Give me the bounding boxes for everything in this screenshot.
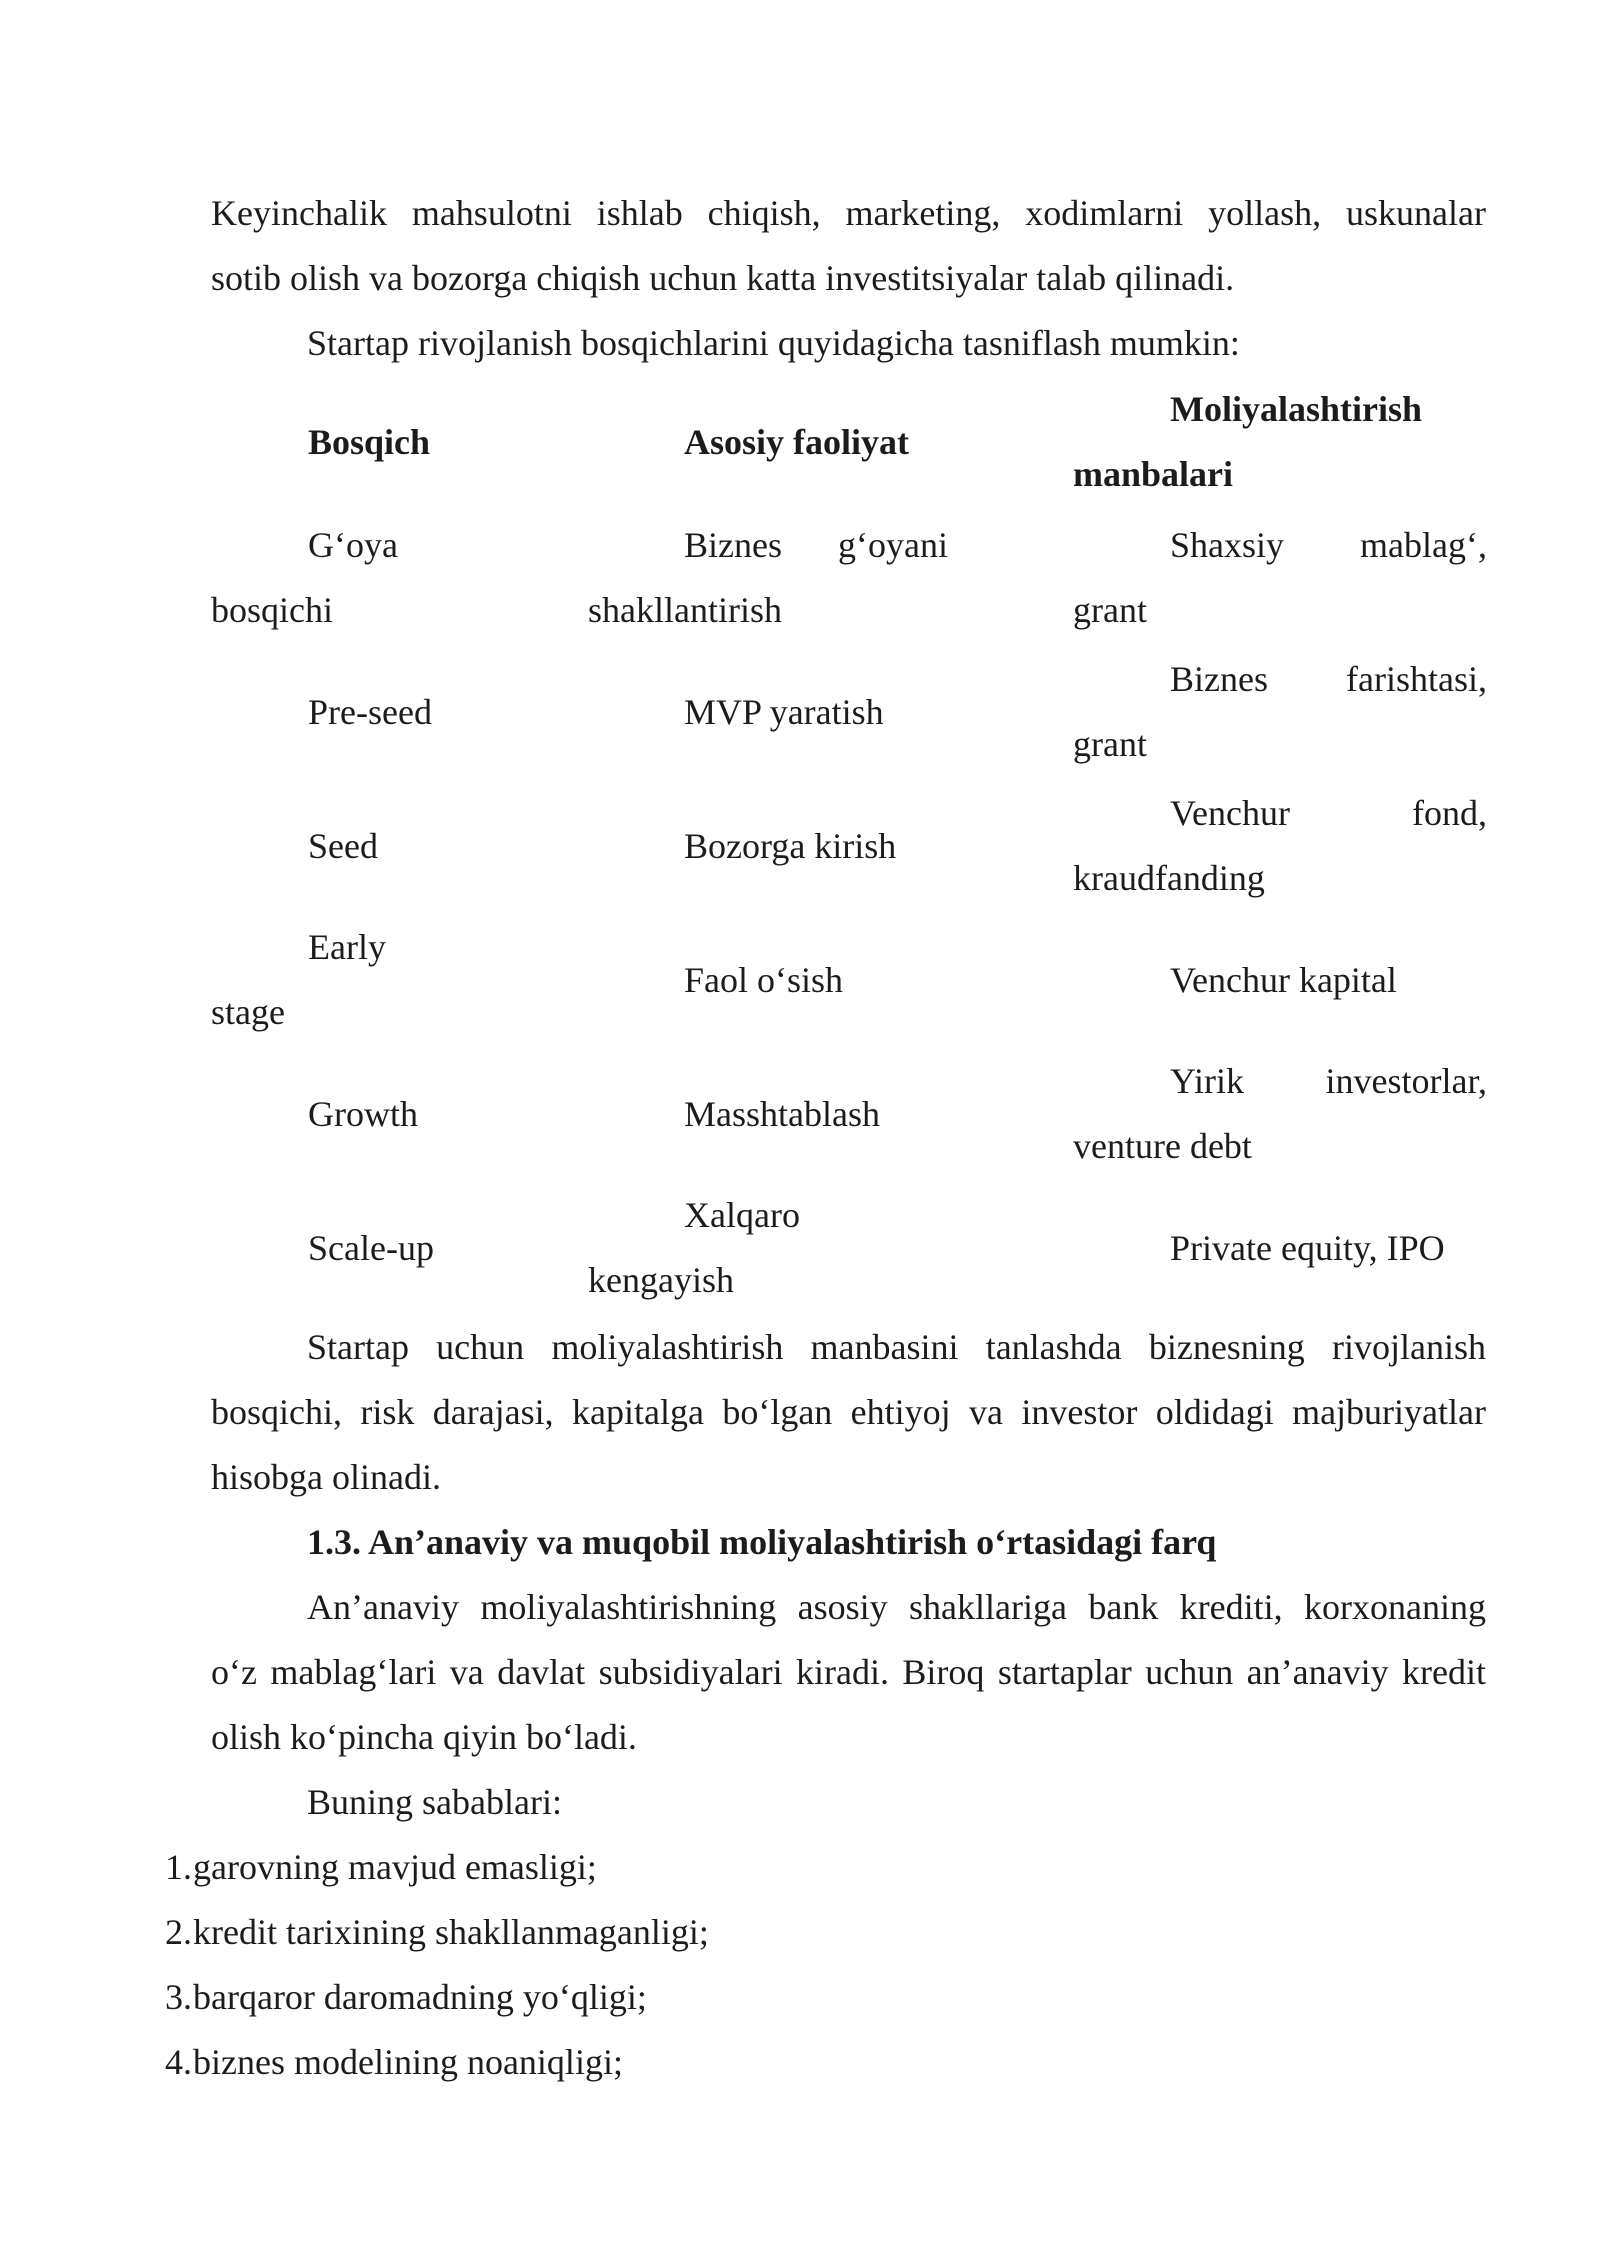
table-cell-stage-cont: stage — [211, 992, 285, 1032]
list-text: biznes modelining noaniqligi; — [193, 2042, 623, 2082]
list-number: 1. — [165, 1847, 192, 1887]
table-cell-activity: Bozorga kirish — [684, 826, 897, 866]
table-cell-activity: MVP yaratish — [684, 692, 884, 732]
table-cell-funding-cont: kraudfanding — [1073, 858, 1265, 898]
section-heading: 1.3. An’anaviy va muqobil moliyalashtirish o‘rtasidagi farq — [307, 1522, 1217, 1562]
table-cell-activity: Masshtablash — [684, 1094, 880, 1134]
para3-line-2: o‘z mablag‘lari va davlat subsidiyalari kiradi. Biroq startaplar uchun an’anaviy kredit — [211, 1652, 1486, 1692]
table-cell-stage: Scale-up — [308, 1228, 434, 1268]
table-cell-funding: Shaxsiy — [1170, 525, 1285, 565]
para2-line-3: hisobga olinadi. — [211, 1457, 441, 1497]
para2-line-1: Startap uchun moliyalashtirish manbasini tanlashda biznesning rivojlanish — [307, 1327, 1486, 1367]
table-cell-activity-cont: shakllantirish — [588, 590, 782, 630]
table-cell-funding-word2: investorlar, — [1325, 1061, 1487, 1101]
table-header-activity: Asosiy faoliyat — [684, 422, 909, 462]
table-cell-stage: Early — [308, 927, 386, 967]
table-cell-stage: Pre-seed — [308, 692, 432, 732]
list-text: kredit tarixining shakllanmaganligi; — [193, 1912, 709, 1952]
list-number: 4. — [165, 2042, 192, 2082]
table-header-stage: Bosqich — [308, 422, 431, 462]
table-cell-funding-cont: grant — [1073, 724, 1147, 764]
table-cell-stage: G‘oya — [308, 525, 398, 565]
table-cell-funding-word2: mablag‘, — [1360, 525, 1487, 565]
table-cell-stage: Growth — [308, 1094, 418, 1134]
intro-line-1: Keyinchalik mahsulotni ishlab chiqish, marketing, xodimlarni yollash, uskunalar — [211, 193, 1486, 233]
para2-line-2: bosqichi, risk darajasi, kapitalga bo‘lgan ehtiyoj va investor oldidagi majburiyatlar — [211, 1392, 1486, 1432]
table-cell-funding: Private equity, IPO — [1170, 1228, 1445, 1268]
table-cell-funding: Venchur — [1170, 793, 1290, 833]
reasons-intro: Buning sabablari: — [307, 1782, 562, 1822]
table-cell-funding: Biznes — [1170, 659, 1268, 699]
list-text: garovning mavjud emasligi; — [193, 1847, 597, 1887]
table-cell-funding-word2: fond, — [1412, 793, 1487, 833]
table-cell-activity: Faol o‘sish — [684, 960, 844, 1000]
table-cell-funding-cont: grant — [1073, 590, 1147, 630]
para3-line-3: olish ko‘pincha qiyin bo‘ladi. — [211, 1717, 637, 1757]
table-cell-funding: Venchur kapital — [1170, 960, 1397, 1000]
list-number: 2. — [165, 1912, 192, 1952]
table-cell-funding: Yirik — [1170, 1061, 1245, 1101]
list-text: barqaror daromadning yo‘qligi; — [193, 1977, 647, 2017]
list-number: 3. — [165, 1977, 192, 2017]
intro-line-2: sotib olish va bozorga chiqish uchun katta investitsiyalar talab qilinadi. — [211, 258, 1235, 298]
table-cell-stage: Seed — [308, 826, 378, 866]
para3-line-1: An’anaviy moliyalashtirishning asosiy shakllariga bank krediti, korxonaning — [307, 1587, 1486, 1627]
table-cell-activity-word2: g‘oyani — [838, 525, 948, 565]
table-cell-activity-cont: kengayish — [588, 1260, 734, 1300]
table-header-funding-line-1: Moliyalashtirish — [1170, 389, 1423, 429]
table-cell-funding-word2: farishtasi, — [1346, 659, 1487, 699]
table-cell-funding-cont: venture debt — [1073, 1126, 1252, 1166]
table-cell-activity: Xalqaro — [684, 1195, 800, 1235]
table-cell-stage-cont: bosqichi — [211, 590, 333, 630]
table-header-funding-line-2: manbalari — [1073, 454, 1234, 494]
table-cell-activity: Biznes — [684, 525, 782, 565]
intro-line-3: Startap rivojlanish bosqichlarini quyidagicha tasniflash mumkin: — [307, 323, 1240, 363]
